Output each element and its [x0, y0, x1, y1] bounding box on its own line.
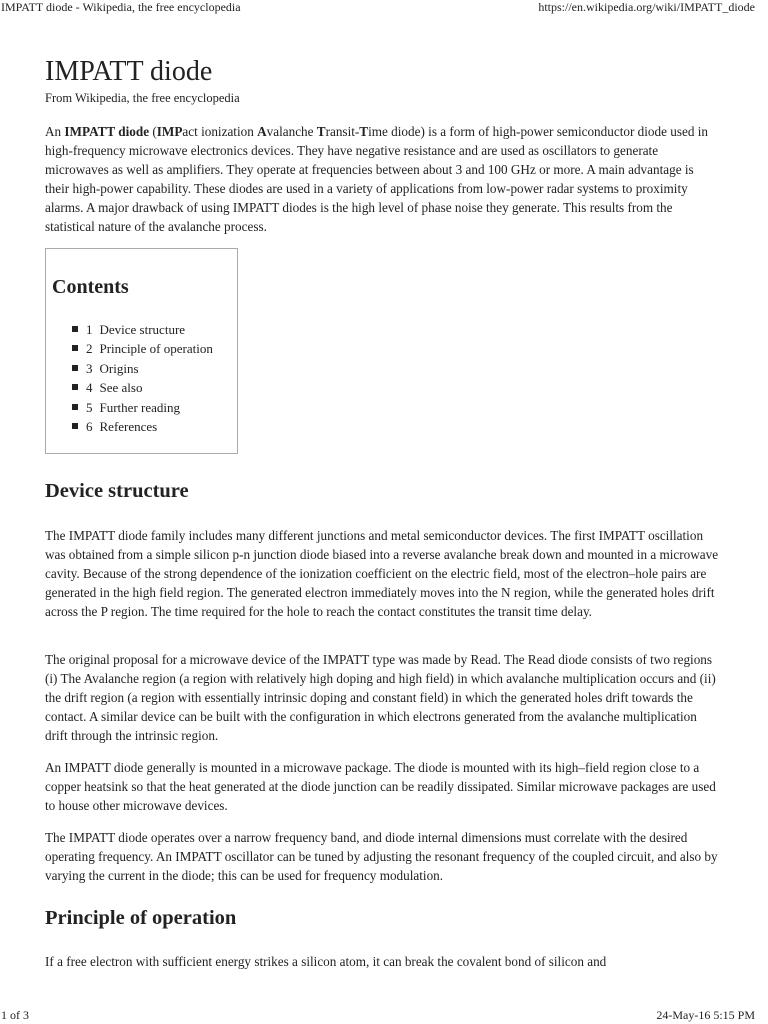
toc-item-further-reading[interactable]: 5 Further reading	[72, 398, 213, 417]
intro-paragraph: An IMPATT diode (IMPact ionization Avalanche Transit-Time diode) is a form of high-power semiconductor diode used in high-frequency microwave electronics devices. They have negative resistance and are used as oscillators to generate microwaves as well as amplifiers. They operate at frequencies between about 3 and 100 GHz or more. A main advantage is their high-power capability. These diodes are used in a variety of applications from low-power radar systems to proximity alarms. A major drawback of using IMPATT diodes is the high level of phase noise they generate. This results from the statistical nature of the avalanche process.	[45, 124, 708, 234]
print-header-url: https://en.wikipedia.org/wiki/IMPATT_diode	[538, 0, 755, 14]
page-subtitle: From Wikipedia, the free encyclopedia	[45, 91, 240, 105]
toc-item-device-structure[interactable]: 1 Device structure	[72, 320, 213, 339]
toc-item-see-also[interactable]: 4 See also	[72, 378, 213, 397]
device-structure-paragraph-4: The IMPATT diode operates over a narrow frequency band, and diode internal dimensions must correlate with the desired operating frequency. An IMPATT oscillator can be tuned by adjusting the resonant frequency of the coupled circuit, and also by varying the current in the diode; this can be used for frequency modulation.	[45, 830, 718, 883]
toc-item-principle-of-operation[interactable]: 2 Principle of operation	[72, 339, 213, 358]
toc-item-origins[interactable]: 3 Origins	[72, 359, 213, 378]
print-footer-page: 1 of 3	[1, 1008, 29, 1022]
toc-item-references[interactable]: 6 References	[72, 417, 213, 436]
print-footer-datetime: 24-May-16 5:15 PM	[656, 1008, 755, 1022]
article-subject-bold: IMPATT diode	[64, 124, 150, 139]
principle-paragraph-1: If a free electron with sufficient energy strikes a silicon atom, it can break the covalent bond of silicon and	[45, 954, 607, 969]
table-of-contents	[45, 248, 238, 454]
section-heading-principle-of-operation: Principle of operation	[45, 907, 237, 929]
section-heading-device-structure: Device structure	[45, 480, 189, 502]
page-title: IMPATT diode	[45, 56, 213, 87]
toc-list	[72, 320, 213, 436]
device-structure-paragraph-2: The original proposal for a microwave device of the IMPATT type was made by Read. The Read diode consists of two regions (i) The Avalanche region (a region with relatively high doping and high field) in which avalanche multiplication occurs and (ii) the drift region (a region with essentially intrinsic doping and constant field) in which the generated holes drift towards the contact. A similar device can be built with the configuration in which electrons generated from the avalanche multiplication drift through the intrinsic region.	[45, 652, 716, 743]
device-structure-paragraph-1: The IMPATT diode family includes many different junctions and metal semiconductor devices. The first IMPATT oscillation was obtained from a simple silicon p-n junction diode biased into a reverse avalanche break down and mounted in a microwave cavity. Because of the strong dependence of the ionization coefficient on the electric field, most of the electron–hole pairs are generated in the high field region. The generated electron immediately moves into the N region, while the generated holes drift across the P region. The time required for the hole to reach the contact constitutes the transit time delay.	[45, 528, 719, 619]
print-header-title: IMPATT diode - Wikipedia, the free encyclopedia	[1, 0, 241, 14]
device-structure-paragraph-3: An IMPATT diode generally is mounted in a microwave package. The diode is mounted with its high–field region close to a copper heatsink so that the heat generated at the diode junction can be readily dissipated. Similar microwave packages are used to house other microwave devices.	[45, 760, 716, 813]
toc-title: Contents	[52, 276, 129, 298]
